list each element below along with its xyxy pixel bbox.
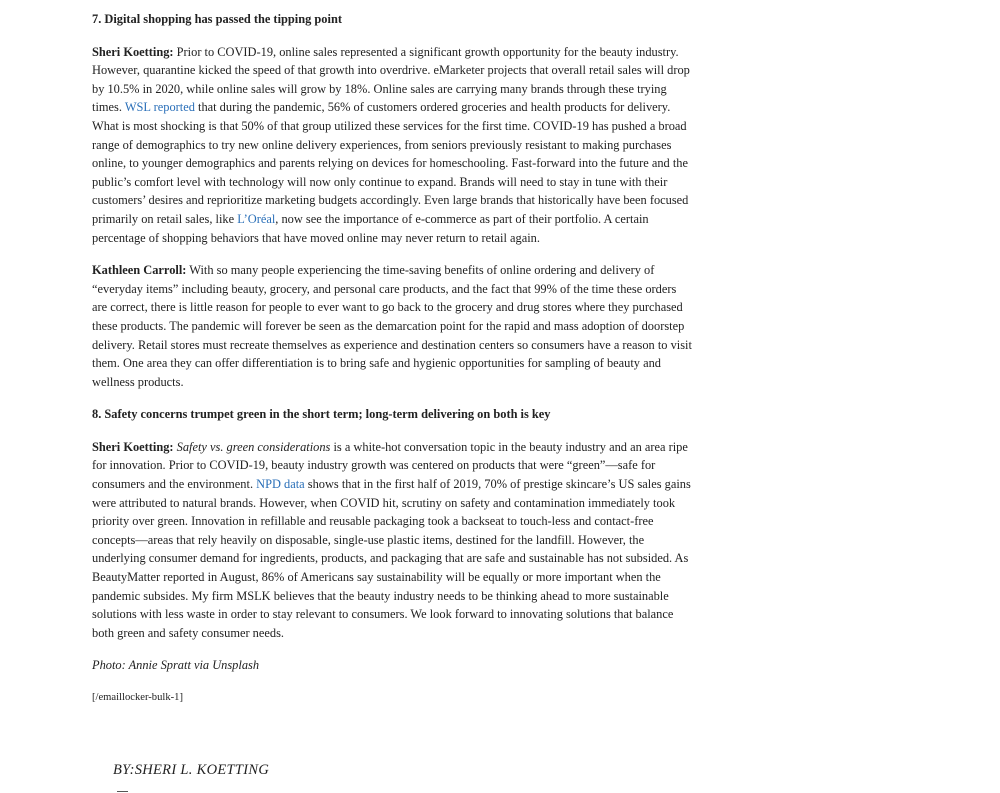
section-heading-7: 7. Digital shopping has passed the tipping point — [92, 12, 342, 26]
speaker-name: Sheri Koetting: — [92, 44, 174, 59]
wsl-reported-link[interactable]: WSL reported — [124, 100, 195, 115]
speaker-name: Kathleen Carroll: — [92, 263, 187, 278]
npd-data-link[interactable]: NPD data — [256, 477, 305, 492]
article-body — [92, 0, 692, 708]
paragraph-koetting-safety — [92, 438, 692, 643]
paragraph-text: that during the pandemic, 56% of customers ordered groceries and health products for delivery. What is most shocking is that 50% of that group utilized these services for the first time. COVID-19 has pushed a broad range of demographics to try new online delivery experiences, from seniors previously resistant to making purchases online, to younger demographics and parents relying on devices for homeschooling. Fast-forward into the future and the public’s comfort level with technology will now only continue to expand. Brands will need to stay in tune with their customers’ desires and reprioritize marketing budgets accordingly. Even large brands that historically have been focused primarily on retail sales, like — [92, 100, 689, 226]
paragraph-koetting-digital — [92, 43, 692, 248]
loreal-link[interactable]: L’Oréal — [237, 211, 276, 226]
paragraph-carroll-digital — [92, 261, 692, 391]
paragraph-text: is a white-hot conversation topic in the beauty industry and an area ripe for innovation. Prior to COVID-19, beauty industry growth was centered on products that were “green”—safe for consumers and the environment. — [92, 439, 688, 492]
divider — [117, 791, 128, 792]
paragraph-text: Prior to COVID-19, online sales represented a significant growth opportunity for the beauty industry. However, quarantine kicked the speed of that growth into overdrive. eMarketer projects that overall retail sales will drop by 10.5% in 2020, while online sales will grow by 18%. Online sales are carrying many brands through these trying times. — [92, 44, 690, 115]
paragraph-text: With so many people experiencing the time-saving benefits of online ordering and delivery of “everyday items” including beauty, grocery, and personal care products, and the fact that 99% of the time these orders are correct, there is little reason for people to ever want to go back to the grocery and drug stores where they purchased these products. The pandemic will forever be seen as the demarcation point for the rapid and mass adoption of doorstep delivery. Retail stores must recreate themselves as experience and destination centers so consumers have a reason to visit them. One area they can offer differentiation is to bring safe and hygienic opportunities for sampling of beauty and wellness products. — [92, 263, 692, 389]
section-heading-8: 8. Safety concerns trumpet green in the short term; long-term delivering on both is key — [92, 407, 551, 422]
photo-credit: Photo: Annie Spratt via Unsplash — [92, 658, 260, 673]
paragraph-text: shows that in the first half of 2019, 70% of prestige skincare’s US sales gains were attributed to natural brands. However, when COVID hit, scrutiny on safety and contamination immediately took priority over green. Innovation in refillable and reusable packaging took a backseat to touch-less and contact-free concepts—areas that rely heavily on disposable, single-use plastic items, destined for the landfill. However, the underlying consumer demand for ingredients, products, and packaging that are safe and sustainable has not subsided. As BeautyMatter reported in August, 86% of Americans say sustainability will be equally or more important when the pandemic subsides. My firm MSLK believes that the beauty industry needs to be thinking ahead to more sustainable solutions with less waste in order to stay relevant to consumers. We look forward to innovating solutions that balance both green and safety consumer needs. — [92, 477, 691, 640]
emphasis-text: Safety vs. green considerations — [173, 439, 331, 454]
paragraph-text: , now see the importance of e-commerce as part of their portfolio. A certain percentage of shopping behaviors that have moved online may never return to retail again. — [92, 211, 649, 245]
email-locker-shortcode: [/emaillocker-bulk-1] — [92, 692, 183, 703]
speaker-name: Sheri Koetting: — [92, 439, 174, 454]
author-byline: BY:SHERI L. KOETTING — [113, 762, 270, 778]
